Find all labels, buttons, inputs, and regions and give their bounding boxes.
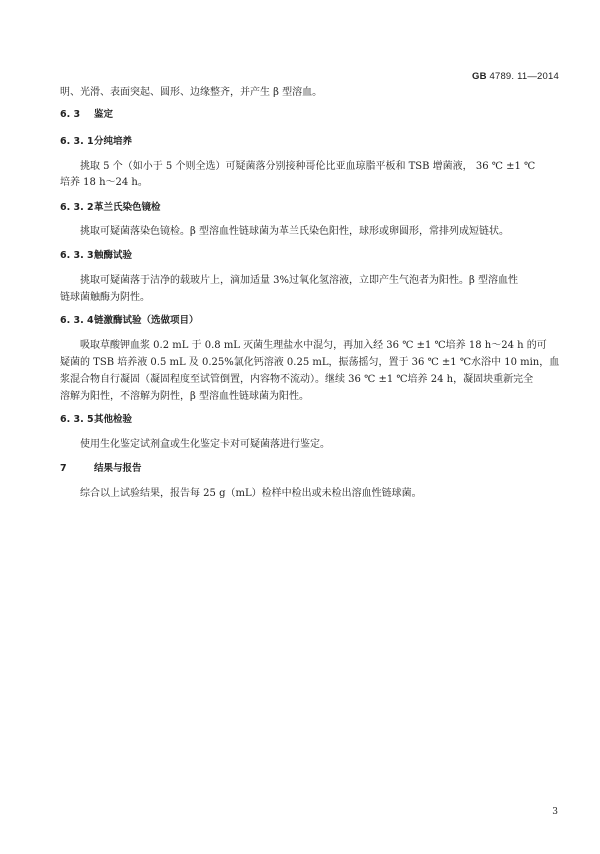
heading-7 <box>60 462 142 475</box>
paragraph-line: 链球菌触酶为阴性。 <box>60 292 150 303</box>
heading-6-3-3 <box>60 249 132 262</box>
standard-number: 4789. 11—2014 <box>489 71 559 82</box>
heading-number: 6. 3 <box>60 109 81 120</box>
paragraph-line: 使用生化鉴定试剂盒或生化鉴定卡对可疑菌落进行鉴定。 <box>80 439 330 450</box>
paragraph-line: 吸取草酸钾血浆 0.2 mL 于 0.8 mL 灭菌生理盐水中混匀，再加入经 36 ℃ ±1 ℃培养 18 h～24 h 的可 <box>80 340 547 351</box>
continuation-text: 明、光滑、表面突起、圆形、边缘整齐，并产生 β 型溶血。 <box>60 87 323 98</box>
heading-title: 其他检验 <box>94 414 133 425</box>
heading-6-3 <box>60 108 113 121</box>
paragraph-line: 溶解为阳性，不溶解为阴性，β 型溶血性链球菌为阳性。 <box>60 391 309 402</box>
paragraph-line: 挑取 5 个（如小于 5 个则全选）可疑菌落分别接种哥伦比亚血琼脂平板和 TSB 增菌液， 36 ℃ ±1 ℃ <box>80 161 536 172</box>
heading-number: 6. 3. 5 <box>60 414 94 425</box>
heading-number: 6. 3. 3 <box>60 250 94 261</box>
heading-6-3-2 <box>60 201 161 214</box>
standard-prefix: GB <box>471 71 487 82</box>
page-number: 3 <box>552 807 558 817</box>
paragraph-line: 浆混合物自行凝固（凝固程度至试管倒置，内容物不流动）。继续 36 ℃ ±1 ℃培养 24 h，凝固块重新完全 <box>60 374 534 385</box>
heading-title: 链激酶试验（选做项目） <box>94 315 199 326</box>
heading-title: 鉴定 <box>94 109 114 120</box>
heading-number: 6. 3. 1 <box>60 136 94 147</box>
standard-code <box>472 71 559 82</box>
paragraph-line: 疑菌的 TSB 培养液 0.5 mL 及 0.25%氯化钙溶液 0.25 mL，振荡摇匀，置于 36 ℃ ±1 ℃水浴中 10 min，血 <box>60 357 560 368</box>
heading-6-3-1 <box>60 135 132 148</box>
paragraph-line: 综合以上试验结果，报告每 25 g（mL）检样中检出或未检出溶血性链球菌。 <box>80 488 422 499</box>
heading-title: 触酶试验 <box>94 250 133 261</box>
paragraph-line: 挑取可疑菌落于洁净的载玻片上，滴加适量 3%过氧化氢溶液，立即产生气泡者为阳性。β 型溶血性 <box>80 275 519 286</box>
heading-number: 6. 3. 4 <box>60 315 94 326</box>
heading-title: 革兰氏染色镜检 <box>94 202 161 213</box>
heading-title: 分纯培养 <box>94 136 133 147</box>
paragraph-line: 培养 18 h～24 h。 <box>60 177 148 188</box>
paragraph-line: 挑取可疑菌落染色镜检。β 型溶血性链球菌为革兰氏染色阳性，球形或卵圆形，常排列成短链状。 <box>80 226 509 237</box>
heading-number: 6. 3. 2 <box>60 202 94 213</box>
heading-6-3-5 <box>60 413 132 426</box>
heading-number: 7 <box>60 463 67 474</box>
heading-title: 结果与报告 <box>94 463 142 474</box>
heading-6-3-4 <box>60 314 199 327</box>
